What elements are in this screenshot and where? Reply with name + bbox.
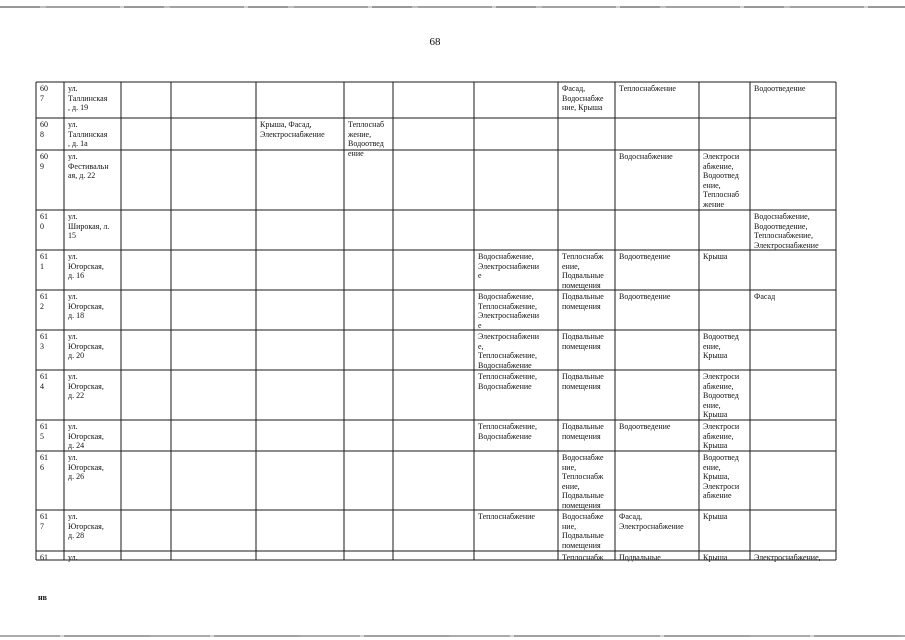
work-type-cell [260, 292, 342, 330]
work-type-cell: Электроси абжение, Водоотвед ение, Теплоснаб жение [703, 152, 740, 209]
work-type-cell [478, 453, 556, 510]
work-type-cell [478, 84, 556, 118]
work-type-cell [260, 512, 342, 551]
work-type-cell: Теплоснабжение, Водоснабжение [478, 422, 537, 441]
work-type-cell [754, 512, 834, 551]
work-type-cell [619, 120, 697, 150]
work-type-cell: Электроснабжение, [754, 553, 821, 562]
work-type-cell [703, 292, 748, 330]
row-number-cell: 60 8 [40, 120, 48, 139]
work-type-cell [619, 372, 697, 420]
work-type-cell [754, 152, 834, 210]
address-cell: ул. Югорская, д. 26 [68, 453, 104, 481]
work-type-cell [478, 553, 556, 560]
work-type-cell [478, 212, 556, 250]
work-type-cell: Крыша, Фасад, Электроснабжение [260, 120, 325, 139]
work-type-cell: Электроси абжение, Водоотвед ение, Крыша [703, 372, 740, 419]
address-cell: ул. Широкая, л. 15 [68, 212, 110, 240]
work-type-cell: Водоснабжение, Электроснабжени е [478, 252, 540, 280]
work-type-cell: Водоотведение [754, 84, 806, 93]
scan-edge-bottom [0, 635, 905, 637]
work-type-cell [619, 453, 697, 510]
work-type-cell [562, 212, 613, 250]
work-type-cell [754, 372, 834, 420]
work-type-cell [348, 372, 391, 420]
work-type-cell: Крыша [703, 553, 728, 562]
row-number-cell: 61 4 [40, 372, 48, 391]
work-type-cell: Водоснабжение, Водоотведение, Теплоснабжение, Электроснабжение [754, 212, 819, 250]
work-type-cell: Теплоснабжение [478, 512, 535, 521]
work-type-cell [754, 422, 834, 451]
work-type-cell [260, 553, 342, 560]
work-type-cell [478, 120, 556, 150]
work-type-cell [260, 152, 342, 210]
address-cell: ул. Югорская, д. 20 [68, 332, 104, 360]
address-cell: ул. Фестивальн ая, д. 22 [68, 152, 109, 180]
work-type-cell [348, 152, 391, 210]
work-type-cell: Подвальные помещения [562, 422, 604, 441]
work-type-cell: Теплоснаб жение, Водоотвед ение [348, 120, 385, 158]
work-type-cell: Водоснабжение [619, 152, 673, 161]
work-type-cell [348, 292, 391, 330]
work-type-cell [703, 120, 748, 150]
row-number-cell: 61 5 [40, 422, 48, 441]
work-type-cell: Фасад, Электроснабжение [619, 512, 684, 531]
work-type-cell [703, 84, 748, 118]
row-number-cell: 61 [40, 553, 48, 562]
row-number-cell: 61 6 [40, 453, 48, 472]
work-type-cell [562, 120, 613, 150]
address-cell: ул. Югорская, д. 22 [68, 372, 104, 400]
address-cell: ул. Югорская, д. 18 [68, 292, 104, 320]
work-type-cell [260, 332, 342, 370]
work-type-cell: Теплоснабжение [619, 84, 676, 93]
work-type-cell [348, 212, 391, 250]
row-number-cell: 61 2 [40, 292, 48, 311]
work-type-cell [348, 332, 391, 370]
address-cell: ул. Югорская, д. 24 [68, 422, 104, 450]
work-type-cell [348, 252, 391, 290]
row-number-cell: 61 1 [40, 252, 48, 271]
work-type-cell [619, 212, 697, 250]
work-type-cell [562, 152, 613, 210]
work-type-cell: Водоотведение [619, 292, 671, 301]
work-type-cell: Водоотвед ение, Крыша, Электроси абжение [703, 453, 740, 500]
work-type-cell: Водоотвед ение, Крыша [703, 332, 739, 360]
work-type-cell [754, 120, 834, 150]
work-type-cell [348, 422, 391, 451]
work-type-cell [260, 372, 342, 420]
work-type-cell: Водоснабжение, Теплоснабжение, Электроснабжени е [478, 292, 540, 330]
work-type-cell [260, 453, 342, 510]
work-type-cell: Электроснабжени е, Теплоснабжение, Водоснабжение [478, 332, 540, 370]
work-type-cell [754, 332, 834, 370]
work-type-cell [260, 212, 342, 250]
work-type-cell [754, 453, 834, 510]
work-type-cell [348, 453, 391, 510]
work-type-cell: Водоотведение [619, 252, 671, 261]
work-type-cell: Подвальные помещения [562, 372, 604, 391]
work-type-cell: Теплоснабжение, Водоснабжение [478, 372, 537, 391]
page-number: 68 [429, 36, 441, 48]
work-type-cell [260, 422, 342, 451]
row-number-cell: 61 3 [40, 332, 48, 351]
work-type-cell: Подвальные помещения [562, 332, 604, 351]
work-type-cell: Водоснабже ние, Теплоснабж ение, Подвальные помещения [562, 453, 604, 510]
work-type-cell [619, 332, 697, 370]
work-type-cell [478, 152, 556, 210]
work-type-cell [348, 553, 391, 560]
work-type-cell: Подвальные помещения [562, 292, 604, 311]
work-type-cell [260, 84, 342, 118]
address-cell: ул. Таллинская , д. 1а [68, 120, 108, 148]
address-cell: ул. [68, 553, 78, 562]
work-type-cell [348, 84, 391, 118]
address-cell: ул. Югорская, д. 16 [68, 252, 104, 280]
work-type-cell: Теплоснабж ение, Подвальные помещения [562, 252, 604, 290]
work-type-cell: Водоснабже ние, Подвальные помещения [562, 512, 604, 550]
work-type-cell: Водоотведение [619, 422, 671, 431]
row-number-cell: 60 9 [40, 152, 48, 171]
work-type-cell [754, 252, 834, 290]
address-cell: ул. Таллинская , д. 19 [68, 84, 108, 112]
work-type-cell [260, 252, 342, 290]
work-type-cell: Фасад [754, 292, 776, 301]
work-type-cell: Электроси абжение, Крыша [703, 422, 740, 450]
row-number-cell: 60 7 [40, 84, 48, 103]
footer-mark: нв [38, 593, 47, 602]
work-type-cell [703, 212, 748, 250]
row-number-cell: 61 0 [40, 212, 48, 231]
row-number-cell: 61 7 [40, 512, 48, 531]
work-type-cell: Теплоснабж [562, 553, 604, 562]
address-cell: ул. Югорская, д. 28 [68, 512, 104, 540]
work-type-cell: Подвальные [619, 553, 661, 562]
work-type-cell [348, 512, 391, 551]
work-type-cell: Крыша [703, 512, 728, 521]
work-type-cell: Фасад, Водоснабже ние, Крыша [562, 84, 604, 112]
work-type-cell: Крыша [703, 252, 728, 261]
